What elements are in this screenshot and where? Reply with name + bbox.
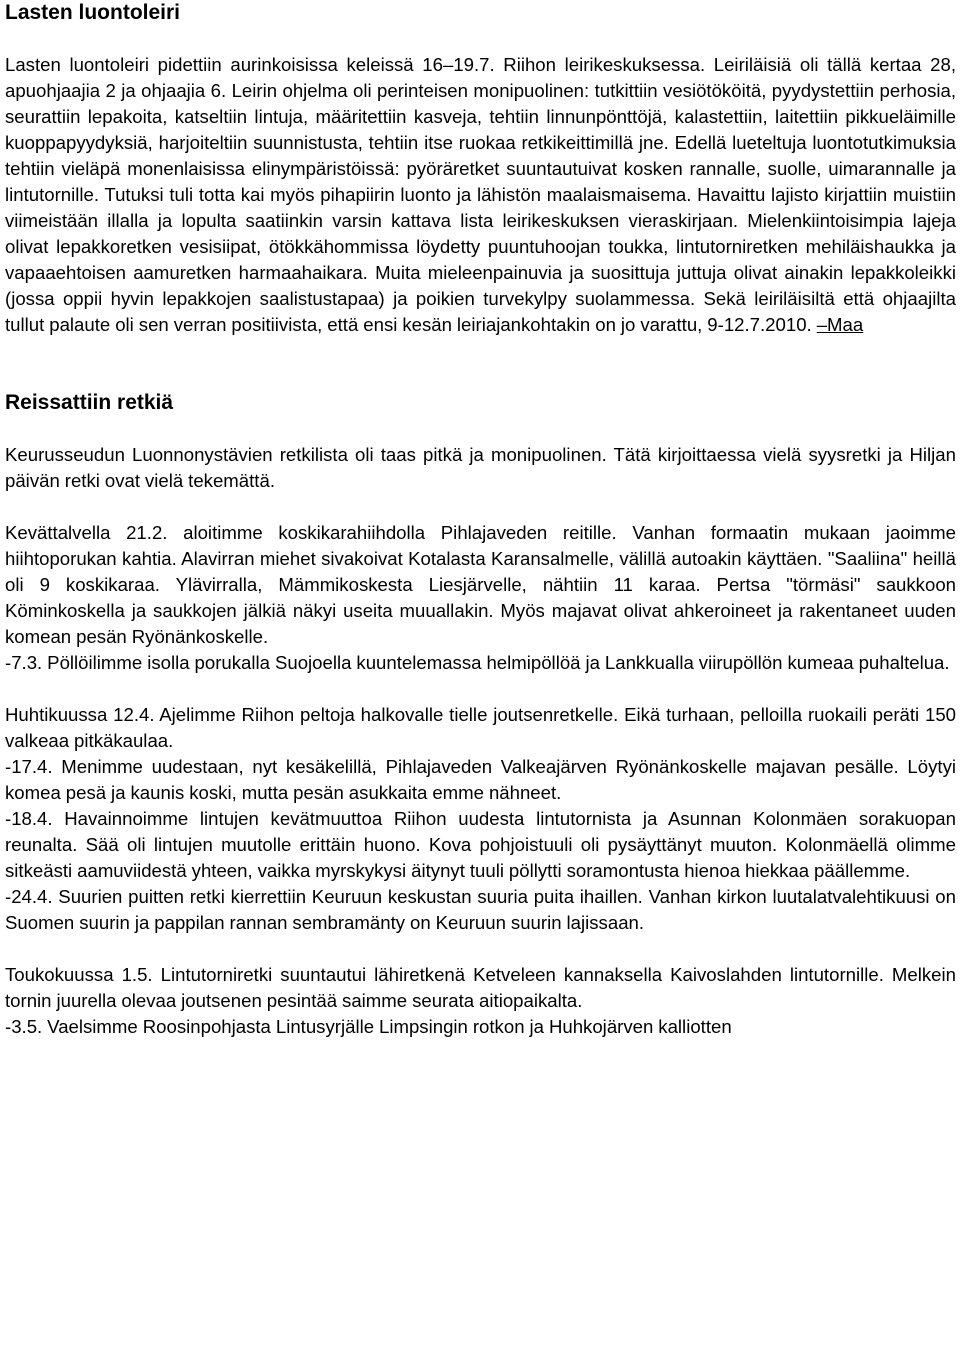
paragraph-retkilista: Keurusseudun Luonnonystävien retkilista oli taas pitkä ja monipuolinen. Tätä kirjoittaessa vielä syysretki ja Hiljan päivän retki ovat vielä tekemättä. <box>5 444 956 491</box>
section-title-lasten-luontoleiri: Lasten luontoleiri <box>5 1 181 24</box>
spacer <box>5 26 956 52</box>
paragraph-pollo-retki: -7.3. Pöllöilimme isolla porukalla Suojoella kuuntelemassa helmipöllöä ja Lankkualla viirupöllön kumeaa puhaltelua. <box>5 652 950 673</box>
section-title-reissattiin-retkia: Reissattiin retkiä <box>5 391 174 414</box>
paragraph-toukokuussa: Toukokuussa 1.5. Lintutorniretki suuntautui lähiretkenä Ketveleen kannaksella Kaivoslahden lintutornille. Melkein tornin juurella olevaa joutsenen pesintää saimme seurata aitiopaikalta. <box>5 964 956 1011</box>
author-signature: –Maa <box>816 314 864 335</box>
paragraph-kevatmuutto: -18.4. Havainnoimme lintujen kevätmuuttoa Riihon uudesta lintutornista ja Asunnan Kolonmäen sorakuopan reunalta. Sää oli lintujen muutolle erittäin huono. Kova pohjoistuuli oli pysäyttänyt muuton. Kolonmäellä olimme sitkeästi aamuviidestä yhteen, vaikka myrskykysi äitynyt tuuli pöllytti soramontusta hienoa hiekkaa päällemme. <box>5 808 956 881</box>
spacer <box>5 416 956 442</box>
spacer <box>5 494 956 520</box>
document-page <box>5 0 956 1040</box>
paragraph-majava-retki: -17.4. Menimme uudestaan, nyt kesäkelillä, Pihlajaveden Valkeajärven Ryönänkoskelle majavan pesälle. Löytyi komea pesä ja kaunis koski, mutta pesän asukkaita emme nähneet. <box>5 756 956 803</box>
paragraph-huhtikuussa: Huhtikuussa 12.4. Ajelimme Riihon peltoja halkovalle tielle joutsenretkelle. Eikä turhaan, pelloilla ruokaili peräti 150 valkeaa pitkäkaulaa. <box>5 704 956 751</box>
paragraph-suuret-puut: -24.4. Suurien puitten retki kierrettiin Keuruun keskustan suuria puita ihaillen. Vanhan kirkon luutalatvalehtikuusi on Suomen suurin ja pappilan rannan sembramänty on Keuruun suurin lajissaan. <box>5 886 956 933</box>
spacer <box>5 936 956 962</box>
paragraph-text: Lasten luontoleiri pidettiin aurinkoisissa keleissä 16–19.7. Riihon leirikeskuksessa. Leiriläisiä oli tällä kertaa 28, apuohjaajia 2 ja ohjaajia 6. Leirin ohjelma oli perinteisen monipuolinen: tutkittiin vesiötököitä, pyydystettiin perhosia, seurattiin lepakoita, katseltiin lintuja, määritettiin kasveja, tehtiin linnunpönttöjä, kalastettiin, laitettiin pikkueläimille kuoppapyydyksiä, harjoiteltiin suunnistusta, tehtiin itse ruokaa retkikeittimillä jne. Edellä lueteltuja luontotutkimuksia tehtiin vieläpä monenlaisissa elinympäristöissä: pyöräretket suuntautuivat kosken rannalle, suolle, uimarannalle ja lintutornille. Tutuksi tuli totta kai myös pihapiirin luonto ja lähistön maalaismaisema. Havaittu lajisto kirjattiin muistiin viimeistään illalla ja lopulta saatiinkin varsin kattava lista leirikeskuksen vieraskirjaan. Mielenkiintoisimpia lajeja olivat lepakkoretken vesisiipat, ötökkähommissa löydetty puuntuhoojan toukka, lintutorniretken mehiläishaukka ja vapaaehtoisen aamuretken harmaahaikara. Muita mieleenpainuvia ja suosittuja juttuja olivat ainakin lepakkoleikki (jossa oppii hyvin lepakkojen saalistustapaa) ja poikien turvekylpy suolammessa. Sekä leiriläisiltä että ohjaajilta tullut palaute oli sen verran positiivista, että ensi kesän leiriajankohtakin on jo varattu, 9-12.7.2010. <box>5 54 956 335</box>
paragraph-luontoleiri <box>5 52 956 338</box>
paragraph-kevattalvella: Kevättalvella 21.2. aloitimme koskikarahiihdolla Pihlajaveden reitille. Vanhan formaatin mukaan jaoimme hiihtoporukan kahtia. Alavirran miehet sivakoivat Kotalasta Karansalmelle, välillä autoakin käyttäen. "Saaliina" heillä oli 9 koskikaraa. Ylävirralla, Mämmikoskesta Liesjärvelle, nähtiin 11 karaa. Pertsa "törmäsi" saukkoon Köminkoskella ja saukkojen jälkiä näkyi useita muuallakin. Myös majavat olivat ahkeroineet ja rakentaneet uuden komean pesän Ryönänkoskelle. <box>5 522 956 647</box>
spacer <box>5 676 956 702</box>
spacer <box>5 338 956 390</box>
paragraph-roosinpohja: -3.5. Vaelsimme Roosinpohjasta Lintusyrjälle Limpsingin rotkon ja Huhkojärven kalliotten <box>5 1016 732 1037</box>
